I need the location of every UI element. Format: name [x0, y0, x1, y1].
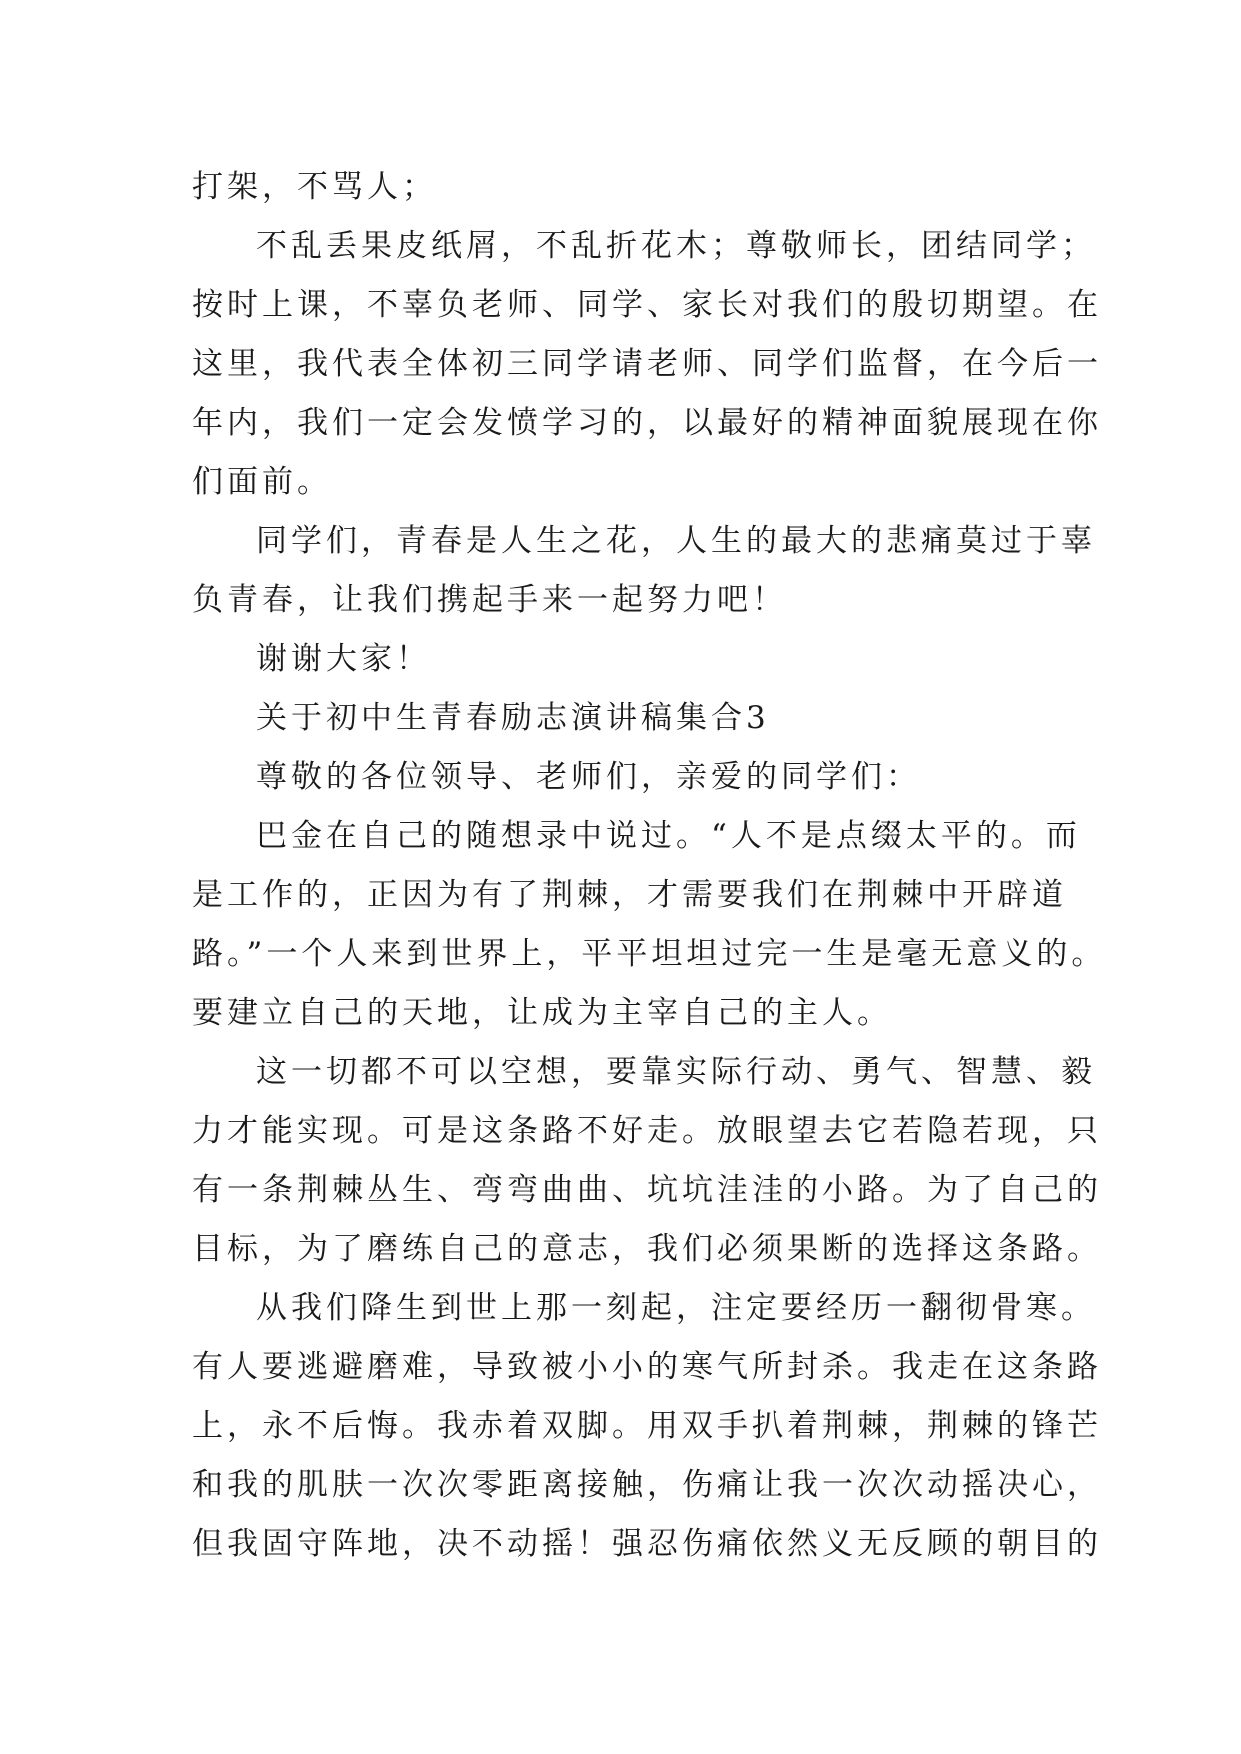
text-line: 从我们降生到世上那一刻起，注定要经历一翻彻骨寒。 — [256, 1290, 1096, 1326]
text-line: 上，永不后悔。我赤着双脚。用双手扒着荆棘，荆棘的锋芒 — [192, 1408, 1102, 1444]
text-line: 目标，为了磨练自己的意志，我们必须果断的选择这条路。 — [192, 1231, 1102, 1267]
text-line: 按时上课，不辜负老师、同学、家长对我们的殷切期望。在 — [192, 287, 1102, 323]
text-line: 谢谢大家！ — [256, 641, 431, 677]
text-line: 打架，不骂人； — [192, 169, 437, 205]
text-line: 是工作的，正因为有了荆棘，才需要我们在荆棘中开辟道 — [192, 877, 1067, 913]
text-line: 要建立自己的天地，让成为主宰自己的主人。 — [192, 995, 892, 1031]
text-line: 这一切都不可以空想，要靠实际行动、勇气、智慧、毅 — [256, 1054, 1096, 1090]
text-line: 有一条荆棘丛生、弯弯曲曲、坑坑洼洼的小路。为了自己的 — [192, 1172, 1102, 1208]
text-line: 年内，我们一定会发愤学习的，以最好的精神面貌展现在你 — [192, 405, 1102, 441]
document-body — [192, 158, 1107, 1574]
text-line: 同学们，青春是人生之花，人生的最大的悲痛莫过于辜 — [256, 523, 1096, 559]
text-line: 这里，我代表全体初三同学请老师、同学们监督，在今后一 — [192, 346, 1102, 382]
text-line: 们面前。 — [192, 464, 332, 500]
text-line: 负青春，让我们携起手来一起努力吧！ — [192, 582, 787, 618]
text-line: 有人要逃避磨难，导致被小小的寒气所封杀。我走在这条路 — [192, 1349, 1102, 1385]
text-line: 力才能实现。可是这条路不好走。放眼望去它若隐若现，只 — [192, 1113, 1102, 1149]
salutation: 尊敬的各位领导、老师们，亲爱的同学们： — [256, 759, 921, 795]
text-line: 但我固守阵地，决不动摇！强忍伤痛依然义无反顾的朝目的 — [192, 1526, 1102, 1562]
text-line: 不乱丢果皮纸屑，不乱折花木；尊敬师长，团结同学； — [256, 228, 1096, 264]
section-title: 关于初中生青春励志演讲稿集合3 — [256, 700, 770, 736]
text-line: 巴金在自己的随想录中说过。“人不是点缀太平的。而 — [256, 818, 1081, 854]
text-line: 和我的肌肤一次次零距离接触，伤痛让我一次次动摇决心， — [192, 1467, 1102, 1503]
text-line: 路。”一个人来到世界上，平平坦坦过完一生是毫无意义的。 — [192, 936, 1107, 972]
